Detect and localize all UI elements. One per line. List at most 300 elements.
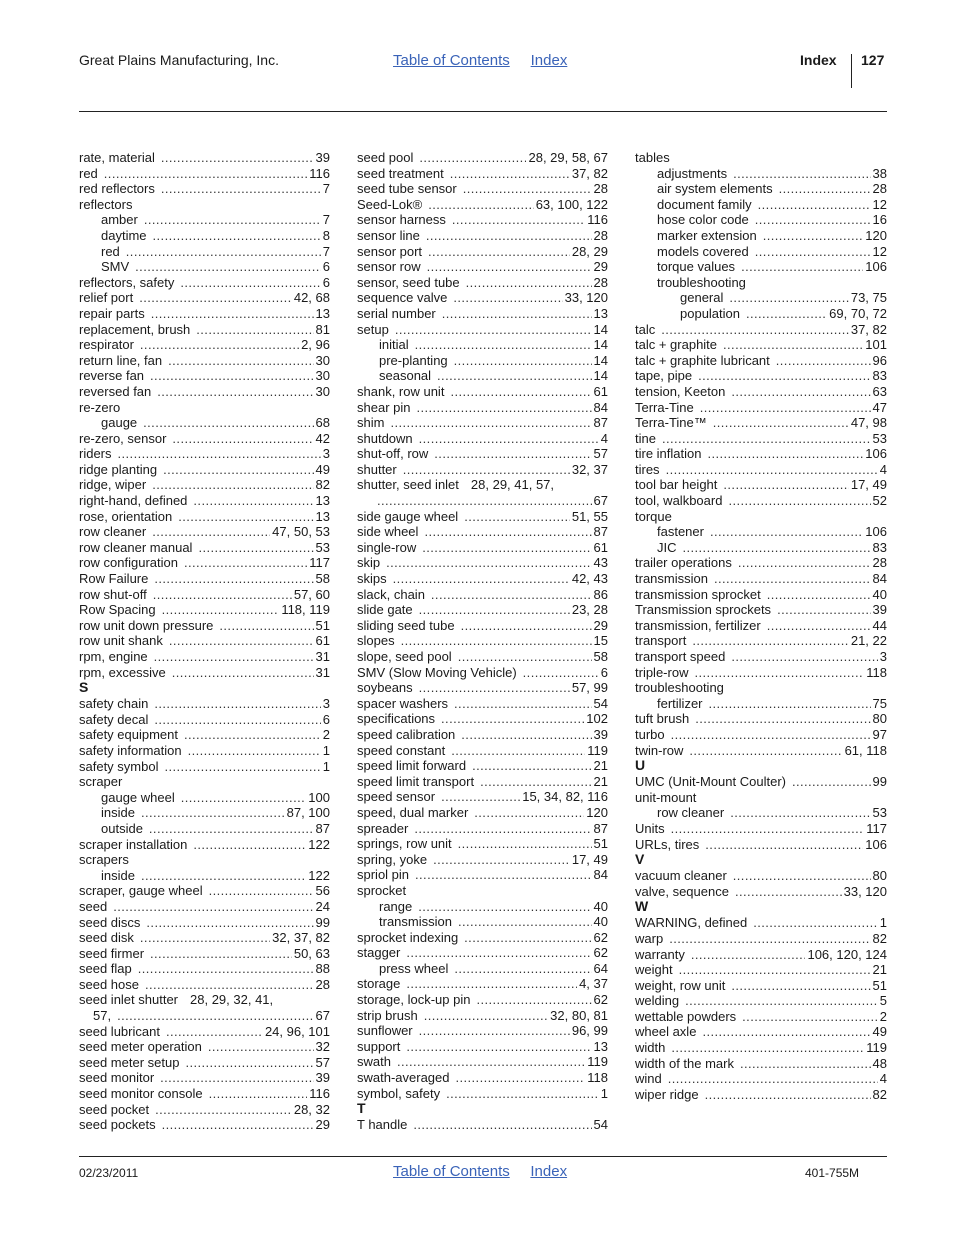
index-entry-pages[interactable]: 1 bbox=[600, 1085, 608, 1101]
index-entry[interactable] bbox=[357, 415, 608, 431]
index-entry[interactable] bbox=[635, 212, 887, 228]
index-entry[interactable] bbox=[79, 259, 330, 275]
index-entry[interactable] bbox=[357, 587, 608, 603]
index-entry[interactable] bbox=[357, 197, 608, 213]
index-entry[interactable] bbox=[357, 680, 608, 696]
index-entry-pages[interactable]: 61, 118 bbox=[844, 742, 887, 758]
index-entry[interactable] bbox=[357, 259, 608, 275]
index-entry-pages[interactable]: 57 bbox=[593, 446, 608, 462]
index-entry-pages[interactable]: 12 bbox=[872, 196, 887, 212]
index-entry[interactable] bbox=[79, 868, 330, 884]
index-entry[interactable] bbox=[357, 665, 608, 681]
index-entry-pages[interactable]: 57, 60 bbox=[293, 586, 330, 602]
index-entry[interactable] bbox=[79, 555, 330, 571]
index-entry[interactable] bbox=[635, 947, 887, 963]
index-entry-pages[interactable]: 69, 70, 72 bbox=[829, 305, 887, 321]
index-entry-pages[interactable]: 96, 99 bbox=[571, 1023, 608, 1039]
index-entry-pages[interactable]: 14 bbox=[593, 368, 608, 384]
index-entry-pages[interactable]: 116 bbox=[309, 165, 330, 181]
index-entry[interactable] bbox=[79, 915, 330, 931]
index-entry[interactable] bbox=[357, 743, 608, 759]
index-entry-pages[interactable]: 24, 96, 101 bbox=[264, 1023, 330, 1039]
index-entry-pages[interactable]: 100 bbox=[308, 789, 330, 805]
index-entry[interactable] bbox=[79, 337, 330, 353]
index-entry-pages[interactable]: 28, 32 bbox=[293, 1101, 330, 1117]
index-entry-pages[interactable]: 62 bbox=[593, 945, 608, 961]
index-entry[interactable] bbox=[79, 166, 330, 182]
index-entry[interactable] bbox=[79, 290, 330, 306]
index-entry[interactable] bbox=[357, 961, 608, 977]
index-entry-pages[interactable]: 99 bbox=[872, 774, 887, 790]
index-entry[interactable] bbox=[357, 696, 608, 712]
index-entry-pages[interactable]: 84 bbox=[872, 571, 887, 587]
index-entry-pages[interactable]: 38 bbox=[872, 165, 887, 181]
index-entry[interactable] bbox=[635, 415, 887, 431]
index-entry-pages[interactable]: 106 bbox=[865, 836, 887, 852]
index-entry[interactable] bbox=[635, 493, 887, 509]
index-entry-pages[interactable]: 101 bbox=[865, 337, 887, 353]
index-entry-pages[interactable]: 37, 82 bbox=[571, 165, 608, 181]
index-entry-pages[interactable]: 13 bbox=[315, 305, 330, 321]
index-entry[interactable] bbox=[79, 899, 330, 915]
index-entry[interactable] bbox=[79, 790, 330, 806]
index-entry-pages[interactable]: 30 bbox=[315, 383, 330, 399]
index-entry[interactable] bbox=[635, 602, 887, 618]
index-entry-pages[interactable]: 1 bbox=[322, 742, 330, 758]
index-entry[interactable] bbox=[79, 150, 330, 166]
index-entry-pages[interactable]: 2, 96 bbox=[301, 337, 330, 353]
index-entry[interactable] bbox=[635, 400, 887, 416]
index-entry[interactable] bbox=[79, 493, 330, 509]
index-entry[interactable] bbox=[357, 306, 608, 322]
index-entry-pages[interactable]: 80 bbox=[872, 868, 887, 884]
index-entry-pages[interactable]: 84 bbox=[593, 867, 608, 883]
index-entry[interactable] bbox=[635, 884, 887, 900]
index-entry[interactable] bbox=[357, 602, 608, 618]
index-entry-pages[interactable]: 6 bbox=[322, 711, 330, 727]
index-entry-pages[interactable]: 81 bbox=[315, 321, 330, 337]
index-entry-pages[interactable]: 49 bbox=[315, 461, 330, 477]
index-entry-pages[interactable]: 42 bbox=[315, 430, 330, 446]
footer-toc-link[interactable]: Table of Contents bbox=[393, 1163, 510, 1180]
index-entry-pages[interactable]: 3 bbox=[322, 696, 330, 712]
index-entry-pages[interactable]: 47 bbox=[872, 399, 887, 415]
index-entry-pages[interactable]: 87 bbox=[315, 820, 330, 836]
index-entry-pages[interactable]: 5 bbox=[879, 993, 887, 1009]
index-entry[interactable] bbox=[357, 446, 608, 462]
index-entry-pages[interactable]: 8 bbox=[322, 227, 330, 243]
index-entry[interactable] bbox=[635, 431, 887, 447]
index-entry-pages[interactable]: 2 bbox=[322, 727, 330, 743]
index-entry[interactable] bbox=[357, 462, 608, 478]
index-entry[interactable] bbox=[79, 821, 330, 837]
index-entry[interactable] bbox=[357, 493, 608, 509]
index-entry[interactable] bbox=[357, 945, 608, 961]
index-entry[interactable] bbox=[357, 805, 608, 821]
index-entry[interactable] bbox=[635, 446, 887, 462]
index-entry-pages[interactable]: 17, 49 bbox=[850, 477, 887, 493]
index-entry[interactable] bbox=[635, 1071, 887, 1087]
index-entry-pages[interactable]: 51 bbox=[315, 617, 330, 633]
index-entry[interactable] bbox=[635, 244, 887, 260]
index-entry-pages[interactable]: 28, 29, 41, 57, bbox=[470, 477, 555, 493]
index-entry-pages[interactable]: 39 bbox=[872, 602, 887, 618]
footer-index-link[interactable]: Index bbox=[530, 1163, 568, 1180]
index-entry[interactable] bbox=[635, 462, 887, 478]
index-entry-pages[interactable]: 54 bbox=[593, 1117, 608, 1133]
index-entry-pages[interactable]: 3 bbox=[322, 446, 330, 462]
index-entry-pages[interactable]: 29 bbox=[315, 1117, 330, 1133]
index-entry[interactable] bbox=[635, 978, 887, 994]
index-entry[interactable] bbox=[79, 322, 330, 338]
index-entry[interactable] bbox=[635, 322, 887, 338]
index-entry[interactable] bbox=[357, 914, 608, 930]
index-entry[interactable] bbox=[79, 633, 330, 649]
index-entry[interactable] bbox=[357, 1117, 608, 1133]
index-entry-pages[interactable]: 119 bbox=[587, 742, 608, 758]
index-entry-pages[interactable]: 120 bbox=[586, 804, 608, 820]
index-entry-pages[interactable]: 4 bbox=[879, 461, 887, 477]
index-entry-pages[interactable]: 15, 34, 82, 116 bbox=[522, 789, 608, 805]
index-entry-pages[interactable]: 13 bbox=[593, 1038, 608, 1054]
index-entry-pages[interactable]: 1 bbox=[879, 915, 887, 931]
index-entry[interactable] bbox=[635, 915, 887, 931]
index-entry-pages[interactable]: 84 bbox=[593, 399, 608, 415]
index-entry-pages[interactable]: 44 bbox=[872, 617, 887, 633]
index-entry[interactable] bbox=[79, 1039, 330, 1055]
index-entry[interactable] bbox=[79, 509, 330, 525]
index-entry-pages[interactable]: 53 bbox=[872, 430, 887, 446]
index-entry[interactable] bbox=[635, 587, 887, 603]
index-entry-pages[interactable]: 75 bbox=[872, 695, 887, 711]
index-entry-pages[interactable]: 30 bbox=[315, 368, 330, 384]
index-entry-pages[interactable]: 67 bbox=[593, 493, 608, 509]
index-entry[interactable] bbox=[357, 571, 608, 587]
index-entry-pages[interactable]: 3 bbox=[879, 649, 887, 664]
index-entry-pages[interactable]: 120 bbox=[865, 227, 887, 243]
index-entry[interactable] bbox=[635, 477, 887, 493]
index-entry-pages[interactable]: 15 bbox=[593, 633, 608, 649]
index-entry[interactable] bbox=[79, 649, 330, 665]
index-entry[interactable] bbox=[635, 384, 887, 400]
index-entry-pages[interactable]: 118 bbox=[587, 1070, 608, 1086]
index-entry-pages[interactable]: 13 bbox=[315, 493, 330, 509]
index-entry[interactable] bbox=[357, 228, 608, 244]
index-entry[interactable] bbox=[79, 837, 330, 853]
index-entry-pages[interactable]: 53 bbox=[315, 539, 330, 555]
index-entry-pages[interactable]: 58 bbox=[593, 649, 608, 664]
index-entry-pages[interactable]: 39 bbox=[315, 150, 330, 165]
index-entry-pages[interactable]: 7 bbox=[322, 181, 330, 197]
index-entry-pages[interactable]: 73, 75 bbox=[850, 290, 887, 306]
index-entry-pages[interactable]: 58 bbox=[315, 571, 330, 587]
index-entry-pages[interactable]: 116 bbox=[309, 1086, 330, 1102]
index-entry[interactable] bbox=[79, 1117, 330, 1133]
index-entry[interactable] bbox=[357, 1070, 608, 1086]
index-entry[interactable] bbox=[635, 711, 887, 727]
index-entry-pages[interactable]: 31 bbox=[315, 649, 330, 664]
index-entry-pages[interactable]: 122 bbox=[308, 836, 330, 852]
index-entry[interactable] bbox=[357, 1039, 608, 1055]
index-entry[interactable] bbox=[79, 212, 330, 228]
index-entry[interactable] bbox=[357, 181, 608, 197]
index-entry-pages[interactable]: 39 bbox=[593, 726, 608, 742]
index-entry-pages[interactable]: 86 bbox=[593, 586, 608, 602]
index-entry-pages[interactable]: 28, 29, 32, 41, bbox=[190, 992, 274, 1008]
index-entry[interactable] bbox=[357, 1054, 608, 1070]
index-entry[interactable] bbox=[357, 212, 608, 228]
index-entry-pages[interactable]: 32, 80, 81 bbox=[550, 1007, 608, 1023]
index-entry[interactable] bbox=[79, 181, 330, 197]
index-entry-pages[interactable]: 62 bbox=[593, 929, 608, 945]
index-entry[interactable] bbox=[79, 1024, 330, 1040]
index-entry[interactable] bbox=[79, 477, 330, 493]
index-entry-pages[interactable]: 14 bbox=[593, 321, 608, 337]
index-entry-pages[interactable]: 116 bbox=[587, 212, 608, 228]
index-entry[interactable] bbox=[635, 197, 887, 213]
index-entry-pages[interactable]: 40 bbox=[872, 586, 887, 602]
header-index-link[interactable]: Index bbox=[530, 52, 568, 69]
index-entry[interactable] bbox=[79, 244, 330, 260]
index-entry[interactable] bbox=[635, 259, 887, 275]
index-entry-pages[interactable]: 7 bbox=[322, 243, 330, 259]
index-entry[interactable] bbox=[79, 727, 330, 743]
index-entry[interactable] bbox=[357, 727, 608, 743]
index-entry-pages[interactable]: 33, 120 bbox=[843, 883, 887, 899]
index-entry[interactable] bbox=[635, 1009, 887, 1025]
index-entry[interactable] bbox=[79, 1008, 330, 1024]
index-entry[interactable] bbox=[357, 540, 608, 556]
index-entry-pages[interactable]: 49 bbox=[872, 1024, 887, 1040]
index-entry[interactable] bbox=[635, 618, 887, 634]
index-entry-pages[interactable]: 67 bbox=[315, 1008, 330, 1024]
index-entry-pages[interactable]: 47, 98 bbox=[850, 415, 887, 431]
index-entry-pages[interactable]: 87, 100 bbox=[286, 805, 330, 821]
index-entry-pages[interactable]: 16 bbox=[872, 212, 887, 228]
index-entry[interactable] bbox=[79, 462, 330, 478]
index-entry-pages[interactable]: 28 bbox=[872, 181, 887, 197]
index-entry-pages[interactable]: 14 bbox=[593, 337, 608, 353]
index-entry[interactable] bbox=[357, 711, 608, 727]
index-entry[interactable] bbox=[357, 618, 608, 634]
index-entry-pages[interactable]: 13 bbox=[315, 508, 330, 524]
index-entry[interactable] bbox=[635, 727, 887, 743]
index-entry-pages[interactable]: 106, 120, 124 bbox=[807, 946, 887, 962]
index-entry-pages[interactable]: 28, 29, 58, 67 bbox=[528, 150, 608, 165]
index-entry[interactable] bbox=[635, 368, 887, 384]
index-entry-pages[interactable]: 1 bbox=[322, 758, 330, 774]
index-entry[interactable] bbox=[357, 1023, 608, 1039]
index-entry-pages[interactable]: 61 bbox=[315, 633, 330, 649]
index-entry[interactable] bbox=[79, 571, 330, 587]
index-entry-pages[interactable]: 63, 100, 122 bbox=[535, 196, 608, 212]
index-entry[interactable] bbox=[79, 977, 330, 993]
index-entry-pages[interactable]: 48 bbox=[872, 1055, 887, 1071]
index-entry[interactable] bbox=[635, 993, 887, 1009]
index-entry[interactable] bbox=[79, 1055, 330, 1071]
index-entry[interactable] bbox=[635, 228, 887, 244]
index-entry[interactable] bbox=[635, 306, 887, 322]
index-entry-pages[interactable]: 21 bbox=[872, 962, 887, 978]
index-entry[interactable] bbox=[79, 712, 330, 728]
index-entry-pages[interactable]: 28, 29 bbox=[571, 243, 608, 259]
index-entry[interactable] bbox=[635, 743, 887, 759]
index-entry-pages[interactable]: 13 bbox=[593, 305, 608, 321]
index-entry[interactable] bbox=[79, 353, 330, 369]
index-entry-pages[interactable]: 80 bbox=[872, 711, 887, 727]
index-entry[interactable] bbox=[357, 290, 608, 306]
index-entry-pages[interactable]: 43 bbox=[593, 555, 608, 571]
index-entry[interactable] bbox=[79, 696, 330, 712]
index-entry[interactable] bbox=[79, 540, 330, 556]
index-entry-pages[interactable]: 118, 119 bbox=[281, 602, 330, 618]
index-entry[interactable] bbox=[357, 431, 608, 447]
index-entry-pages[interactable]: 97 bbox=[872, 726, 887, 742]
index-entry[interactable] bbox=[357, 852, 608, 868]
index-entry-pages[interactable]: 99 bbox=[315, 914, 330, 930]
index-entry-pages[interactable]: 64 bbox=[593, 960, 608, 976]
index-entry-pages[interactable]: 118 bbox=[866, 664, 887, 680]
index-entry-pages[interactable]: 6 bbox=[600, 664, 608, 680]
index-entry[interactable] bbox=[357, 337, 608, 353]
index-entry[interactable] bbox=[79, 805, 330, 821]
index-entry[interactable] bbox=[79, 930, 330, 946]
index-entry[interactable] bbox=[357, 384, 608, 400]
index-entry[interactable] bbox=[357, 1086, 608, 1102]
index-entry-pages[interactable]: 28 bbox=[593, 181, 608, 197]
index-entry-pages[interactable]: 23, 28 bbox=[571, 602, 608, 618]
index-entry[interactable] bbox=[635, 1087, 887, 1103]
index-entry[interactable] bbox=[635, 931, 887, 947]
index-entry-pages[interactable]: 51, 55 bbox=[571, 508, 608, 524]
index-entry[interactable] bbox=[635, 837, 887, 853]
index-entry[interactable] bbox=[635, 540, 887, 556]
index-entry[interactable] bbox=[357, 555, 608, 571]
index-entry-pages[interactable]: 61 bbox=[593, 383, 608, 399]
index-entry-pages[interactable]: 83 bbox=[872, 368, 887, 384]
index-entry-pages[interactable]: 82 bbox=[872, 1086, 887, 1102]
index-entry-pages[interactable]: 4, 37 bbox=[579, 976, 608, 992]
index-entry[interactable] bbox=[357, 509, 608, 525]
index-entry[interactable] bbox=[79, 446, 330, 462]
index-entry-pages[interactable]: 32, 37, 82 bbox=[272, 930, 330, 946]
index-entry[interactable] bbox=[357, 633, 608, 649]
index-entry-pages[interactable]: 61 bbox=[593, 539, 608, 555]
index-entry-pages[interactable]: 32, 37 bbox=[571, 461, 608, 477]
index-entry-pages[interactable]: 39 bbox=[315, 1070, 330, 1086]
index-entry-pages[interactable]: 119 bbox=[866, 1040, 887, 1056]
index-entry-pages[interactable]: 82 bbox=[315, 477, 330, 493]
index-entry[interactable] bbox=[635, 166, 887, 182]
index-entry[interactable] bbox=[79, 992, 330, 1008]
index-entry[interactable] bbox=[79, 415, 330, 431]
index-entry-pages[interactable]: 88 bbox=[315, 961, 330, 977]
index-entry[interactable] bbox=[635, 337, 887, 353]
index-entry-pages[interactable]: 21 bbox=[593, 758, 608, 774]
index-entry-pages[interactable]: 29 bbox=[593, 259, 608, 275]
index-entry-pages[interactable]: 51 bbox=[593, 836, 608, 852]
index-entry[interactable] bbox=[357, 322, 608, 338]
index-entry[interactable] bbox=[635, 696, 887, 712]
index-entry-pages[interactable]: 32 bbox=[315, 1039, 330, 1055]
index-entry[interactable] bbox=[357, 244, 608, 260]
index-entry-pages[interactable]: 28 bbox=[593, 227, 608, 243]
index-entry[interactable] bbox=[79, 602, 330, 618]
index-entry-pages[interactable]: 28 bbox=[315, 976, 330, 992]
index-entry[interactable] bbox=[357, 649, 608, 665]
index-entry[interactable] bbox=[635, 665, 887, 681]
index-entry[interactable] bbox=[357, 1008, 608, 1024]
index-entry[interactable] bbox=[79, 306, 330, 322]
index-entry-pages[interactable]: 42, 43 bbox=[571, 571, 608, 587]
index-entry[interactable] bbox=[79, 883, 330, 899]
index-entry[interactable] bbox=[357, 774, 608, 790]
index-entry-pages[interactable]: 102 bbox=[586, 711, 608, 727]
index-entry[interactable] bbox=[357, 821, 608, 837]
index-entry-pages[interactable]: 33, 120 bbox=[564, 290, 608, 306]
index-entry[interactable] bbox=[79, 368, 330, 384]
index-entry[interactable] bbox=[357, 477, 608, 493]
index-entry[interactable] bbox=[79, 618, 330, 634]
index-entry-pages[interactable]: 63 bbox=[872, 383, 887, 399]
index-entry-pages[interactable]: 57 bbox=[315, 1054, 330, 1070]
index-entry-pages[interactable]: 87 bbox=[593, 415, 608, 431]
index-entry-pages[interactable]: 51 bbox=[872, 977, 887, 993]
index-entry-pages[interactable]: 14 bbox=[593, 352, 608, 368]
index-entry[interactable] bbox=[357, 789, 608, 805]
index-entry[interactable] bbox=[635, 555, 887, 571]
index-entry[interactable] bbox=[635, 571, 887, 587]
index-entry[interactable] bbox=[357, 524, 608, 540]
index-entry-pages[interactable]: 6 bbox=[322, 259, 330, 275]
index-entry[interactable] bbox=[79, 384, 330, 400]
index-entry-pages[interactable]: 117 bbox=[309, 555, 330, 571]
index-entry[interactable] bbox=[635, 774, 887, 790]
index-entry[interactable] bbox=[635, 805, 887, 821]
index-entry[interactable] bbox=[357, 899, 608, 915]
index-entry-pages[interactable]: 106 bbox=[865, 259, 887, 275]
index-entry-pages[interactable]: 40 bbox=[593, 898, 608, 914]
index-entry[interactable] bbox=[357, 353, 608, 369]
index-entry-pages[interactable]: 24 bbox=[315, 898, 330, 914]
index-entry-pages[interactable]: 96 bbox=[872, 352, 887, 368]
index-entry-pages[interactable]: 7 bbox=[322, 212, 330, 228]
index-entry[interactable] bbox=[357, 758, 608, 774]
index-entry-pages[interactable]: 29 bbox=[593, 617, 608, 633]
index-entry[interactable] bbox=[79, 1070, 330, 1086]
index-entry-pages[interactable]: 82 bbox=[872, 930, 887, 946]
index-entry[interactable] bbox=[79, 1086, 330, 1102]
index-entry[interactable] bbox=[635, 962, 887, 978]
index-entry-pages[interactable]: 30 bbox=[315, 352, 330, 368]
index-entry-pages[interactable]: 47, 50, 53 bbox=[272, 524, 330, 540]
index-entry-pages[interactable]: 53 bbox=[872, 805, 887, 821]
index-entry-pages[interactable]: 4 bbox=[879, 1071, 887, 1087]
index-entry[interactable] bbox=[357, 976, 608, 992]
index-entry[interactable] bbox=[635, 1024, 887, 1040]
index-entry[interactable] bbox=[357, 836, 608, 852]
index-entry-pages[interactable]: 54 bbox=[593, 695, 608, 711]
index-entry-pages[interactable]: 31 bbox=[315, 664, 330, 680]
index-entry-pages[interactable]: 119 bbox=[587, 1054, 608, 1070]
index-entry-pages[interactable]: 87 bbox=[593, 524, 608, 540]
index-entry-pages[interactable]: 87 bbox=[593, 820, 608, 836]
index-entry[interactable] bbox=[79, 743, 330, 759]
index-entry[interactable] bbox=[635, 353, 887, 369]
index-entry-pages[interactable]: 40 bbox=[593, 914, 608, 930]
index-entry-pages[interactable]: 6 bbox=[322, 274, 330, 290]
index-entry-pages[interactable]: 57, 99 bbox=[571, 680, 608, 696]
